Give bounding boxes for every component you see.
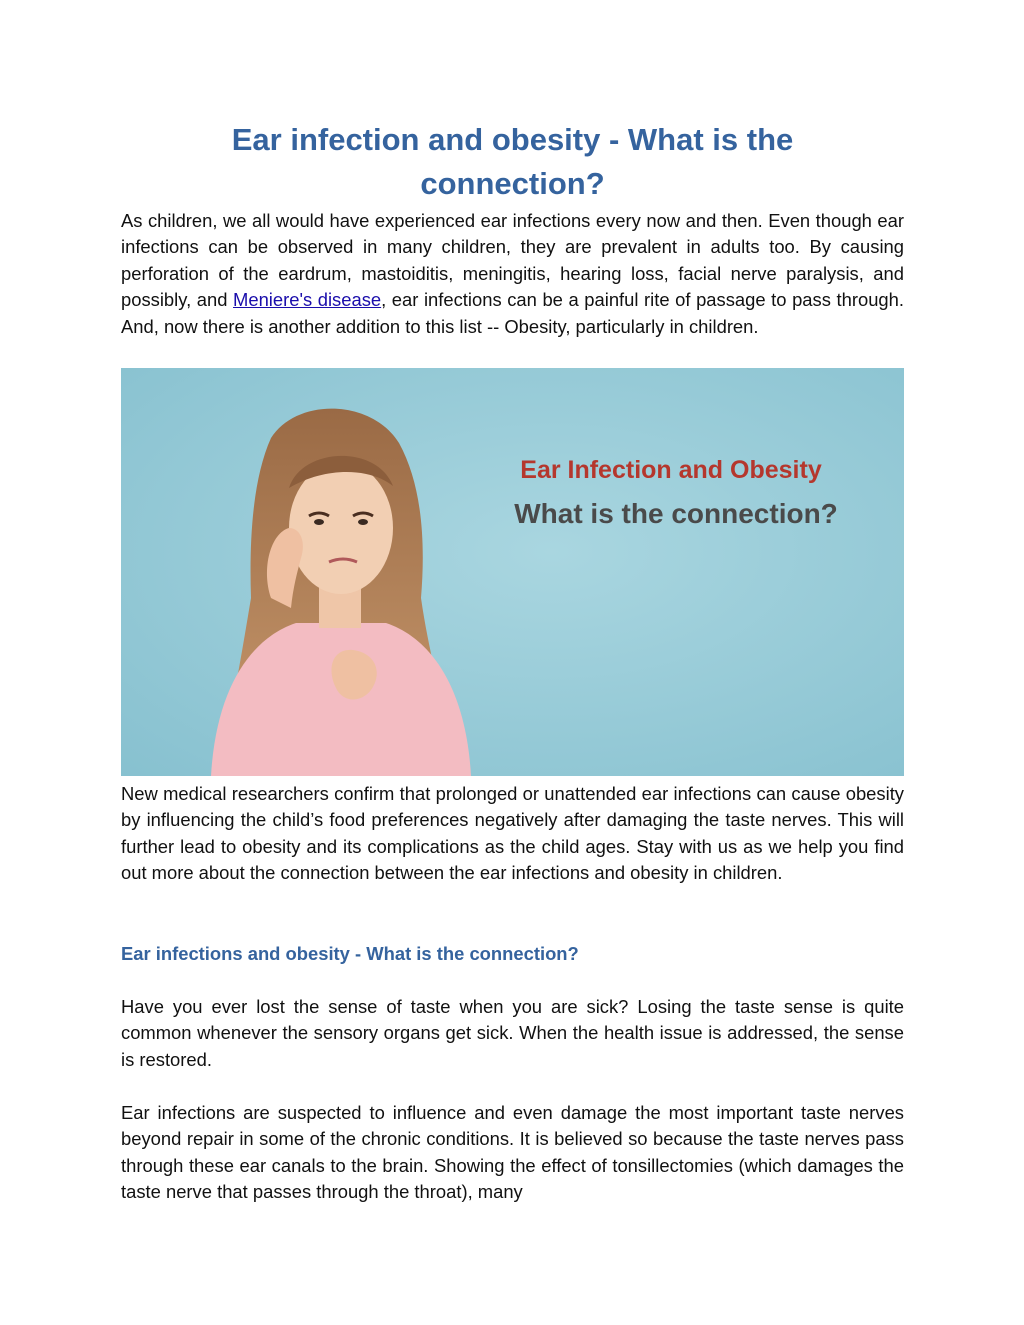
intro-paragraph [121, 208, 904, 340]
title-line-1: Ear infection and obesity - What is the [231, 122, 794, 157]
hero-heading-2: What is the connection? [514, 498, 838, 529]
girl-face [289, 462, 393, 594]
paragraph-taste-nerves: Ear infections are suspected to influence and even damage the most important taste nerves beyond repair in some of the chronic conditions. It is believed so because the taste nerves pass through these ear canals to the brain. Showing the effect of tonsillectomies (which damages the taste nerve that passes through the throat), many [121, 1102, 904, 1203]
menieres-disease-link[interactable]: Meniere's disease [233, 289, 382, 311]
intro-text-end: , ear infections can be a painful rite of passage to pass through. And, now there is another addition to this list -- Obesity, particularly in children. [121, 289, 904, 337]
paragraph-research: New medical researchers confirm that prolonged or unattended ear infections can cause obesity by influencing the child’s food preferences negatively after damaging the taste nerves. This will further lead to obesity and its complications as the child ages. Stay with us as we help you find out more about the connection between the ear infections and obesity in children. [121, 783, 904, 884]
section-heading: Ear infections and obesity - What is the connection? [121, 943, 579, 964]
hero-illustration [121, 368, 904, 776]
paragraph-taste-sense: Have you ever lost the sense of taste when you are sick? Losing the taste sense is quite common whenever the sensory organs get sick. When the health issue is addressed, the sense is restored. [121, 996, 904, 1070]
title-line-2: connection? [420, 166, 605, 201]
article-title [121, 118, 904, 206]
intro-text-start: As children, we all would have experienced ear infections every now and then. Even though ear infections can be observed in many children, they are prevalent in adults too. By causing perforation of the eardrum, mastoiditis, meningitis, hearing loss, facial nerve paralysis, and possibly, and [121, 210, 904, 311]
hero-image [121, 368, 904, 776]
hero-heading-1: Ear Infection and Obesity [520, 456, 822, 484]
